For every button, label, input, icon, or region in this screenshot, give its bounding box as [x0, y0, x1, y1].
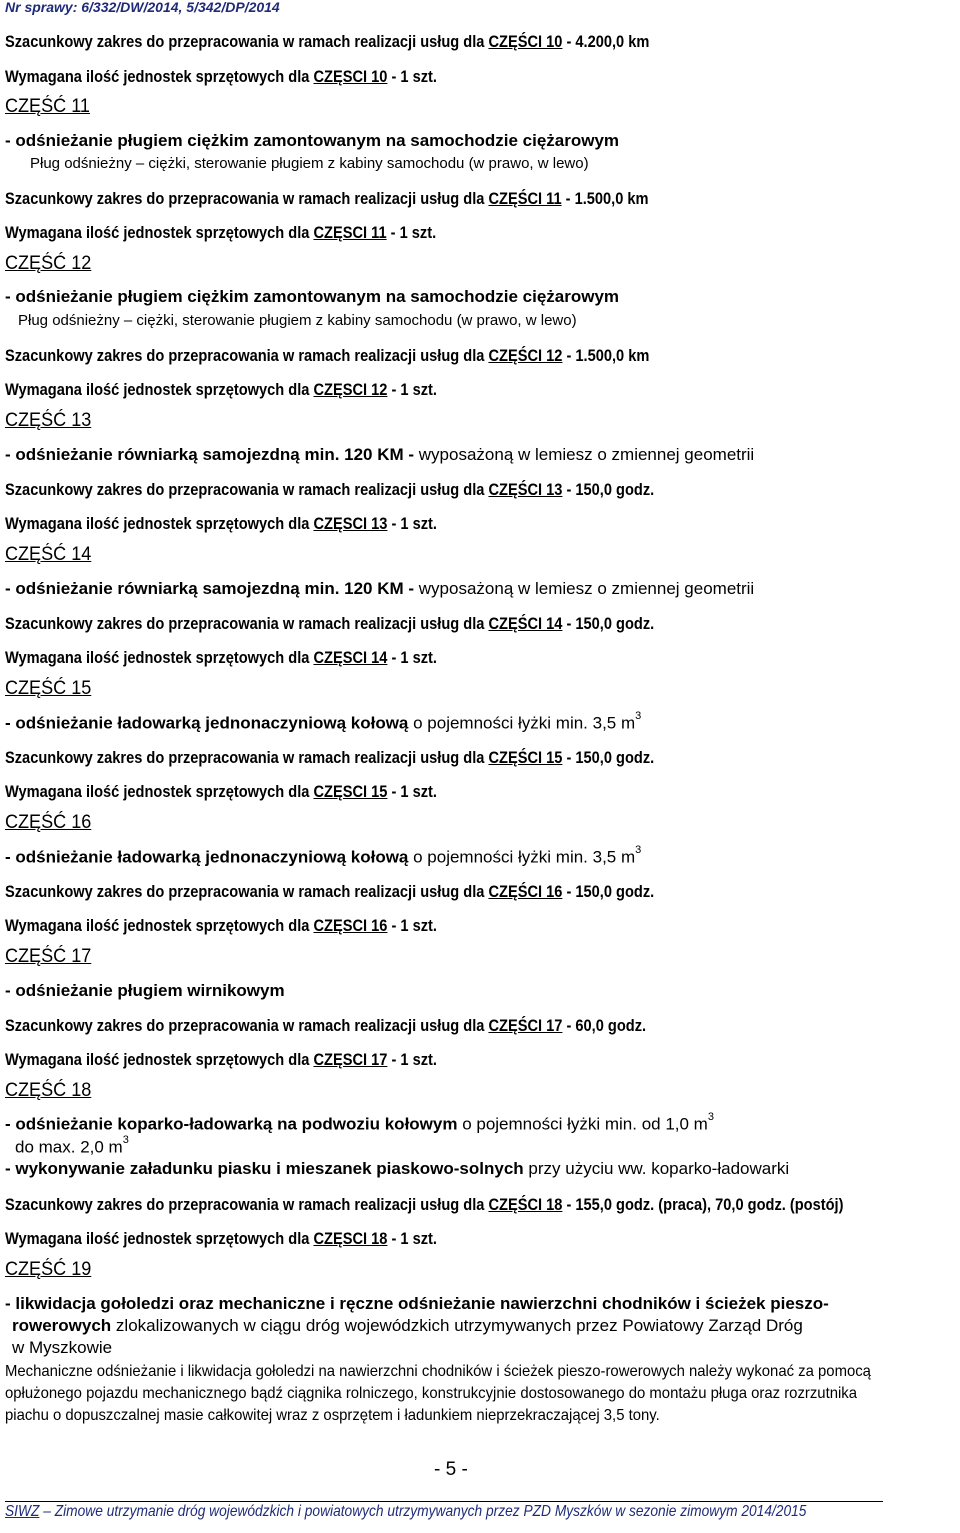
- section-heading-12: CZĘŚĆ 12: [5, 253, 92, 274]
- page-number: - 5 -: [434, 1459, 468, 1480]
- paragraph-line-3: piachu o dopuszczalnej masie całkowitej wraz z osprzętem i ładunkiem nieprzekraczającej 3,5 tony.: [5, 1407, 660, 1424]
- wymagana-line-13: Wymagana ilość jednostek sprzętowych dla CZĘSCI 13 - 1 szt.: [5, 514, 437, 533]
- footer-siwz: SIWZ: [5, 1503, 40, 1520]
- zakres-line-13: Szacunkowy zakres do przepracowania w ramach realizacji usług dla CZĘŚCI 13 - 150,0 godz.: [5, 480, 655, 499]
- wymagana-line-11: Wymagana ilość jednostek sprzętowych dla CZĘSCI 11 - 1 szt.: [5, 223, 437, 242]
- section-heading-11: CZĘŚĆ 11: [5, 96, 90, 117]
- section-15-task: - odśnieżanie ładowarką jednonaczyniową kołową o pojemności łyżki min. 3,5 $m^3$: [5, 710, 642, 733]
- wymagana-line-10: Wymagana ilość jednostek sprzętowych dla CZĘSCI 10 - 1 szt.: [5, 67, 437, 86]
- section-heading-14: CZĘŚĆ 14: [5, 544, 92, 565]
- case-number-header: Nr sprawy: 6/332/DW/2014, 5/342/DP/2014: [5, 0, 280, 15]
- section-heading-16: CZĘŚĆ 16: [5, 812, 92, 833]
- paragraph-line-1: Mechaniczne odśnieżanie i likwidacja gołoledzi na nawierzchni chodników i ścieżek pieszo-rowerowych należy wykonać za pomocą: [5, 1363, 871, 1380]
- section-18-task-a-cont: do max. 2,0 $m^3$: [15, 1134, 129, 1157]
- wymagana-line-18: Wymagana ilość jednostek sprzętowych dla CZĘSCI 18 - 1 szt.: [5, 1229, 437, 1248]
- paragraph-line-2: opłużonego pojazdu mechanicznego bądź ciągnika rolniczego, konstrukcyjnie dostosowanego do montażu pługa oraz rozrzutnika: [5, 1385, 857, 1402]
- wymagana-line-15: Wymagana ilość jednostek sprzętowych dla CZĘSCI 15 - 1 szt.: [5, 782, 437, 801]
- footer-rule: [5, 1501, 883, 1502]
- section-11-task: - odśnieżanie pługiem ciężkim zamontowanym na samochodzie ciężarowym: [5, 131, 620, 150]
- zakres-line-10: Szacunkowy zakres do przepracowania w ramach realizacji usług dla CZĘŚCI 10 - 4.200,0 km: [5, 32, 650, 51]
- zakres-line-14: Szacunkowy zakres do przepracowania w ramach realizacji usług dla CZĘŚCI 14 - 150,0 godz.: [5, 614, 655, 633]
- section-17-task: - odśnieżanie pługiem wirnikowym: [5, 981, 285, 1000]
- section-heading-17: CZĘŚĆ 17: [5, 946, 92, 967]
- section-heading-19: CZĘŚĆ 19: [5, 1259, 92, 1280]
- section-16-task: - odśnieżanie ładowarką jednonaczyniową kołową o pojemności łyżki min. 3,5 $m^3$: [5, 844, 642, 867]
- footer-text: [5, 1503, 806, 1521]
- section-14-task: - odśnieżanie równiarką samojezdną min. 120 KM - wyposażoną w lemiesz o zmiennej geometrii: [5, 579, 755, 598]
- section-11-desc: Pług odśnieżny – ciężki, sterowanie pługiem z kabiny samochodu (w prawo, w lewo): [30, 155, 589, 172]
- section-heading-18: CZĘŚĆ 18: [5, 1080, 92, 1101]
- wymagana-line-12: Wymagana ilość jednostek sprzętowych dla CZĘSCI 12 - 1 szt.: [5, 380, 437, 399]
- zakres-line-15: Szacunkowy zakres do przepracowania w ramach realizacji usług dla CZĘŚCI 15 - 150,0 godz.: [5, 748, 655, 767]
- section-19-task-line3: w Myszkowie: [12, 1338, 113, 1357]
- zakres-line-16: Szacunkowy zakres do przepracowania w ramach realizacji usług dla CZĘŚCI 16 - 150,0 godz.: [5, 882, 655, 901]
- zakres-line-12: Szacunkowy zakres do przepracowania w ramach realizacji usług dla CZĘŚCI 12 - 1.500,0 km: [5, 346, 650, 365]
- wymagana-line-16: Wymagana ilość jednostek sprzętowych dla CZĘSCI 16 - 1 szt.: [5, 916, 437, 935]
- zakres-line-17: Szacunkowy zakres do przepracowania w ramach realizacji usług dla CZĘŚCI 17 - 60,0 godz.: [5, 1016, 647, 1035]
- section-19-paragraph: [5, 1361, 871, 1427]
- wymagana-line-14: Wymagana ilość jednostek sprzętowych dla CZĘSCI 14 - 1 szt.: [5, 648, 437, 667]
- footer-rest: – Zimowe utrzymanie dróg wojewódzkich i powiatowych utrzymywanych przez PZD Myszków w sezonie zimowym 2014/2015: [39, 1503, 807, 1520]
- section-18-task-b: - wykonywanie załadunku piasku i mieszanek piaskowo-solnych przy użyciu ww. koparko-ładowarki: [5, 1159, 790, 1178]
- section-19-task-line2: rowerowych zlokalizowanych w ciągu dróg wojewódzkich utrzymywanych przez Powiatowy Zarząd Dróg: [12, 1316, 803, 1335]
- section-13-task: - odśnieżanie równiarką samojezdną min. 120 KM - wyposażoną w lemiesz o zmiennej geometrii: [5, 445, 755, 464]
- wymagana-line-17: Wymagana ilość jednostek sprzętowych dla CZĘSCI 17 - 1 szt.: [5, 1050, 437, 1069]
- zakres-line-18: Szacunkowy zakres do przepracowania w ramach realizacji usług dla CZĘŚCI 18 - 155,0 godz. (praca), 70,0 godz. (postój): [5, 1195, 844, 1214]
- section-12-desc: Pług odśnieżny – ciężki, sterowanie pługiem z kabiny samochodu (w prawo, w lewo): [18, 312, 577, 329]
- section-19-task-line1: - likwidacja gołoledzi oraz mechaniczne i ręczne odśnieżanie nawierzchni chodników i ścieżek pieszo-: [5, 1294, 829, 1313]
- section-heading-15: CZĘŚĆ 15: [5, 678, 92, 699]
- zakres-line-11: Szacunkowy zakres do przepracowania w ramach realizacji usług dla CZĘŚCI 11 - 1.500,0 km: [5, 189, 649, 208]
- section-18-task-a: - odśnieżanie koparko-ładowarką na podwoziu kołowym o pojemności łyżki min. od 1,0 $m^3$: [5, 1111, 714, 1134]
- section-heading-13: CZĘŚĆ 13: [5, 410, 92, 431]
- section-12-task: - odśnieżanie pługiem ciężkim zamontowanym na samochodzie ciężarowym: [5, 287, 620, 306]
